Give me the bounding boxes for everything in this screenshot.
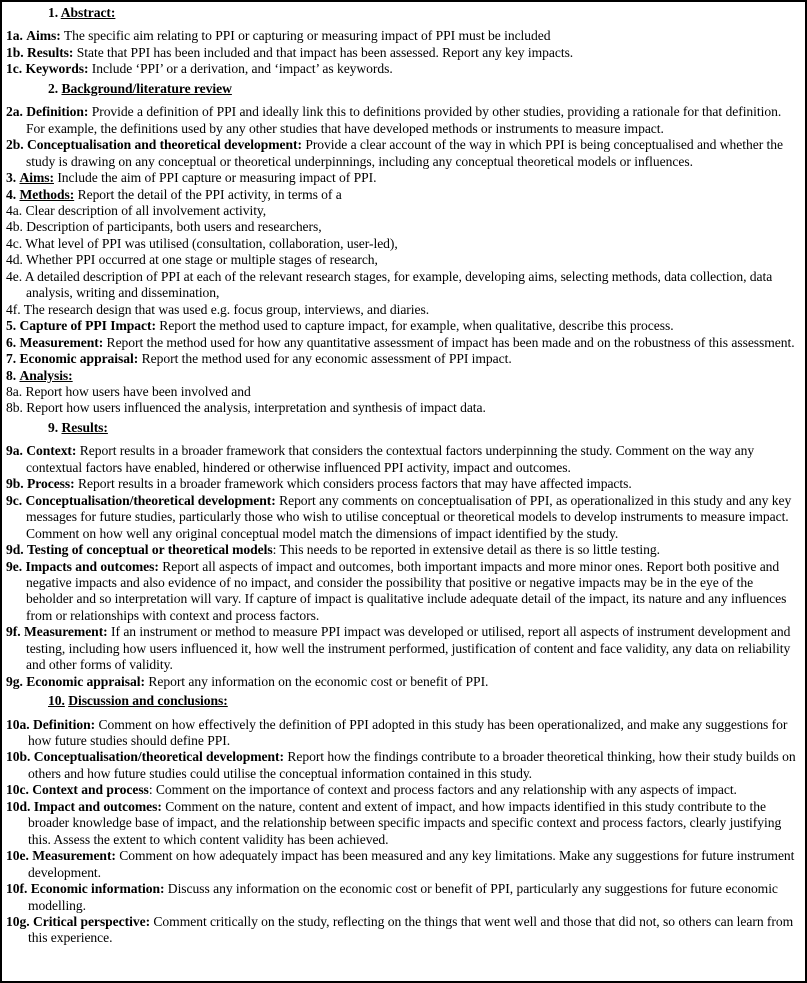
item-label: Measurement:	[19, 334, 104, 350]
item-number: 3.	[6, 170, 17, 186]
item-text: What level of PPI was utilised (consultation, collaboration, user-led),	[25, 235, 398, 251]
checklist-item	[6, 269, 803, 302]
checklist-item	[6, 104, 803, 137]
item-text: Include ‘PPI’ or a derivation, and ‘impact’ as keywords.	[91, 61, 393, 77]
section-number: 1.	[48, 5, 59, 20]
item-label: Impact and outcomes:	[33, 798, 162, 814]
item-text: Comment on how adequately impact has been measured and any key limitations. Make any suggestions for future instrument development.	[28, 848, 795, 880]
section-heading	[4, 420, 803, 436]
item-number: 10f.	[6, 881, 28, 897]
item-text: If an instrument or method to measure PPI impact was developed or utilised, report all aspects of instrument development and testing, including how users influenced it, how well the instrument performed, justification of content and face validity, any data on reliability and other forms of validity.	[26, 624, 791, 673]
checklist-item	[6, 914, 803, 947]
checklist-item	[6, 559, 803, 625]
item-number: 4e.	[6, 268, 23, 284]
item-text: Whether PPI occurred at one stage or multiple stages of research,	[25, 252, 378, 268]
item-label: Process:	[26, 476, 75, 492]
item-number: 2a.	[6, 104, 23, 120]
item-label: Economic appraisal:	[19, 351, 139, 367]
section-heading	[4, 5, 803, 21]
checklist-item	[6, 187, 803, 203]
item-label: Economic information:	[30, 881, 165, 897]
item-text: Comment on how effectively the definition of PPI adopted in this study has been operationalized, and make any suggestions for how future studies should define PPI.	[28, 716, 788, 749]
item-text: Report the method used for how any quantitative assessment of impact has been made and on the robustness of this assessment.	[106, 334, 795, 350]
section-spacer	[4, 436, 803, 443]
item-number: 8b.	[6, 400, 23, 416]
item-number: 4c.	[6, 235, 23, 251]
item-number: 9b.	[6, 476, 24, 492]
item-number: 4.	[6, 186, 17, 202]
item-number: 9c.	[6, 492, 23, 508]
checklist-item	[6, 170, 803, 186]
item-label: Methods:	[19, 186, 75, 202]
section-number: 2.	[48, 80, 59, 96]
item-label: Aims:	[26, 28, 61, 44]
item-number: 10g.	[6, 914, 30, 930]
item-text: Comment critically on the study, reflecting on the things that went well and those that did not, so others can learn from this experience.	[28, 914, 794, 946]
item-text: Report results in a broader framework that considers the contextual factors underpinning the study. Comment on the way any contextual factors have enabled, hindered or otherwise influenced PPI activity, impact and outcomes.	[26, 443, 755, 475]
item-label: Economic appraisal:	[26, 673, 145, 689]
checklist-item	[6, 335, 803, 351]
item-text: This needs to be reported in extensive detail as there is so little testing.	[279, 542, 660, 558]
item-text: A detailed description of PPI at each of the relevant research stages, for example, developing aims, selecting methods, data collection, data analysis, writing and dissemination,	[24, 268, 773, 301]
checklist-item	[6, 493, 803, 542]
item-label: Context:	[26, 443, 77, 459]
item-number: 10c.	[6, 782, 29, 798]
item-label: Aims:	[19, 170, 54, 186]
item-text: Report how the findings contribute to a broader theoretical thinking, how their study builds on others and how future studies could utilise the conceptual information contained in this study.	[28, 749, 796, 781]
checklist-item	[6, 61, 803, 77]
item-number: 9e.	[6, 558, 23, 574]
section-heading	[4, 81, 803, 97]
item-label: Keywords:	[25, 61, 89, 77]
section-number: 10.	[48, 693, 65, 709]
checklist-item	[6, 45, 803, 61]
item-number: 5.	[6, 318, 17, 334]
checklist-item	[6, 400, 803, 416]
section-spacer	[4, 21, 803, 28]
item-text: Report the method used to capture impact, for example, when qualitative, describe this process.	[159, 318, 674, 334]
section-spacer	[4, 97, 803, 104]
section-title: Results:	[61, 419, 108, 435]
item-text: State that PPI has been included and that impact has been assessed. Report any key impacts.	[76, 44, 574, 60]
item-text: Report the detail of the PPI activity, in terms of a	[77, 186, 342, 202]
item-number: 9d.	[6, 542, 24, 558]
item-text: Report how users influenced the analysis, interpretation and synthesis of impact data.	[26, 400, 486, 416]
item-label: Impacts and outcomes:	[25, 558, 159, 574]
item-text: Report results in a broader framework which considers process factors that may have affected impacts.	[78, 476, 632, 492]
item-text: Clear description of all involvement activity,	[25, 202, 267, 218]
item-text: Provide a clear account of the way in which PPI is being conceptualised and whether the study is drawing on any conceptual or theoretical underpinnings, including any conceptual theoretical models or influences.	[26, 137, 784, 169]
item-label: Definition:	[26, 104, 89, 120]
item-text: Description of participants, both users and researchers,	[26, 219, 322, 235]
item-text: Report how users have been involved and	[25, 383, 251, 399]
checklist-item	[6, 749, 803, 782]
section-spacer	[4, 710, 803, 717]
item-text: Report any information on the economic cost or benefit of PPI.	[148, 673, 489, 689]
checklist-item	[6, 848, 803, 881]
checklist-item	[6, 674, 803, 690]
section-heading	[4, 693, 803, 709]
checklist-item	[6, 384, 803, 400]
checklist-item	[6, 203, 803, 219]
item-label: Definition:	[32, 716, 96, 732]
item-label: Testing of conceptual or theoretical models	[26, 542, 273, 558]
item-number: 4f.	[6, 301, 21, 317]
item-label: Conceptualisation and theoretical development:	[26, 137, 302, 153]
item-number: 2b.	[6, 137, 24, 153]
item-number: 1a.	[6, 28, 23, 44]
item-number: 9a.	[6, 443, 23, 459]
item-text: Comment on the importance of context and process factors and any relationship with any aspects of impact.	[155, 782, 737, 798]
item-label: Capture of PPI Impact:	[19, 318, 156, 334]
checklist-item	[6, 443, 803, 476]
item-number: 10b.	[6, 749, 31, 765]
item-number: 8.	[6, 367, 17, 383]
item-number: 10d.	[6, 798, 31, 814]
item-number: 8a.	[6, 383, 23, 399]
checklist-rows	[4, 5, 803, 947]
checklist-item	[6, 881, 803, 914]
checklist-item	[6, 368, 803, 384]
item-text: Report any comments on conceptualisation of PPI, as operationalized in this study and any key messages for future studies, particularly those who wish to utilise conceptual or theoretical models to develop instruments to measure impact. Comment on how well any original conceptual model match the dimensions of impact identified by the study.	[26, 492, 792, 541]
checklist-item	[6, 28, 803, 44]
item-label: Conceptualisation/theoretical development:	[25, 492, 276, 508]
item-text: Include the aim of PPI capture or measuring impact of PPI.	[57, 170, 377, 186]
item-number: 7.	[6, 351, 17, 367]
checklist-item	[6, 137, 803, 170]
section-number: 9.	[48, 419, 59, 435]
checklist-item	[6, 799, 803, 848]
item-label: Analysis:	[19, 367, 73, 383]
item-text: The specific aim relating to PPI or capturing or measuring impact of PPI must be included	[63, 28, 551, 44]
item-number: 10e.	[6, 848, 29, 864]
item-label: Results:	[26, 44, 74, 60]
checklist-item	[6, 624, 803, 673]
item-number: 10a.	[6, 716, 30, 732]
item-label: Measurement:	[32, 848, 116, 864]
item-number: 9g.	[6, 673, 23, 689]
item-label: Critical perspective:	[32, 914, 151, 930]
checklist-item	[6, 219, 803, 235]
item-label: Conceptualisation/theoretical development:	[33, 749, 284, 765]
section-title: Abstract:	[60, 5, 116, 20]
item-number: 4b.	[6, 219, 23, 235]
item-text: Provide a definition of PPI and ideally link this to definitions provided by other studies, providing a rationale for that definition. For example, the definitions used by any other studies that have developed methods or instruments to measure impact.	[26, 104, 782, 136]
item-text: Report the method used for any economic assessment of PPI impact.	[141, 351, 512, 367]
section-title: Discussion and conclusions:	[68, 693, 228, 709]
checklist-item	[6, 252, 803, 268]
item-number: 4d.	[6, 252, 23, 268]
checklist-item	[6, 717, 803, 750]
checklist-item: 9d. Testing of conceptual or theoretical models: This needs to be reported in extensive detail as there is so little testing.	[6, 542, 660, 558]
item-text: Comment on the nature, content and extent of impact, and how impacts identified in this study contribute to the broader knowledge base of impact, and the relationship between specific impacts and specific context and process factors, clearly justifying this. Assess the extent to which content validity has been achieved.	[28, 798, 782, 847]
item-label: Context and process	[32, 782, 149, 798]
checklist-item: 10c. Context and process: Comment on the importance of context and process factors and any relationship with any aspects of impact.	[6, 782, 737, 798]
section-title: Background/literature review	[61, 80, 232, 96]
checklist-item	[6, 318, 803, 334]
checklist-item	[6, 351, 803, 367]
item-text: Discuss any information on the economic cost or benefit of PPI, particularly any suggestions for future economic modelling.	[28, 881, 778, 913]
item-number: 4a.	[6, 202, 23, 218]
checklist-item	[6, 476, 803, 492]
item-label: Measurement:	[23, 624, 108, 640]
item-text: Report all aspects of impact and outcomes, both important impacts and more minor ones. Report both positive and negative impacts and also evidence of no impact, and consider the possibility that positive or negative impacts may be in the eye of the beholder and so interpretation will vary. If capture of impact is qualitative include adequate detail of the impact, its nature and any influences from or relationships with context and process factors.	[26, 558, 787, 623]
item-number: 6.	[6, 334, 17, 350]
item-number: 9f.	[6, 624, 21, 640]
checklist-item	[6, 236, 803, 252]
checklist-item	[6, 302, 803, 318]
item-number: 1c.	[6, 61, 23, 77]
item-text: The research design that was used e.g. focus group, interviews, and diaries.	[23, 301, 430, 317]
item-number: 1b.	[6, 44, 24, 60]
